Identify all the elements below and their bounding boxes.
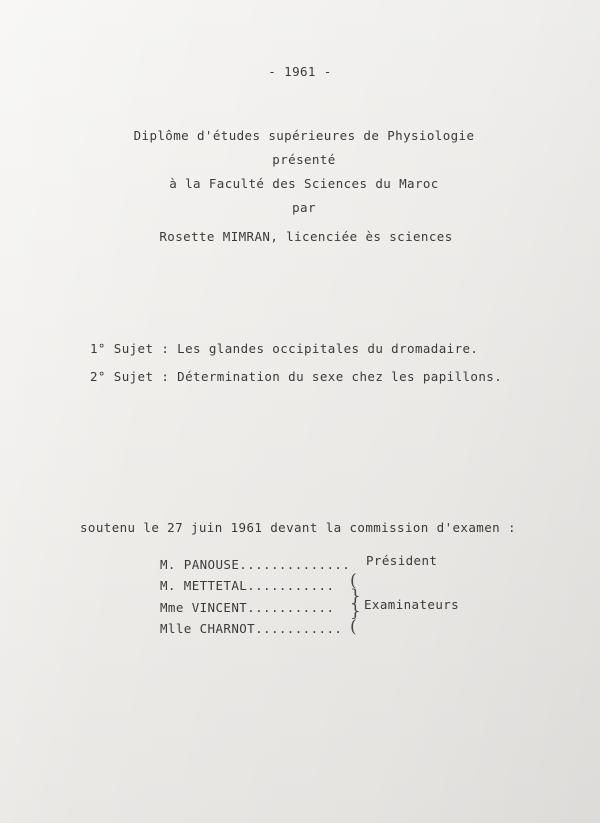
by-line: par [292,200,316,215]
year-header: - 1961 - [268,64,332,79]
brace-middle: } [350,586,361,606]
president-label: Président [366,553,438,568]
subject-2: 2° Sujet : Détermination du sexe chez les papillons. [90,369,503,384]
commission-member-1: M. PANOUSE.............. [160,557,351,572]
subject-1: 1° Sujet : Les glandes occipitales du dromadaire. [90,341,479,356]
brace-bottom: ( [350,617,357,637]
diploma-title: Diplôme d'études supérieures de Physiologie [133,128,475,143]
author-line: Rosette MIMRAN, licenciée ès sciences [159,229,453,244]
brace-top: ( [350,571,357,591]
commission-member-3: Mme VINCENT........... [160,600,335,615]
faculty-line: à la Faculté des Sciences du Maroc [169,176,439,191]
commission-member-4: Mlle CHARNOT........... [160,621,343,636]
brace-mid2: } [350,601,361,621]
commission-member-2: M. METTETAL........... [160,578,335,593]
examiners-label: Examinateurs [364,597,460,612]
presented-line: présenté [272,152,336,167]
defense-line: soutenu le 27 juin 1961 devant la commission d'examen : [80,520,516,535]
